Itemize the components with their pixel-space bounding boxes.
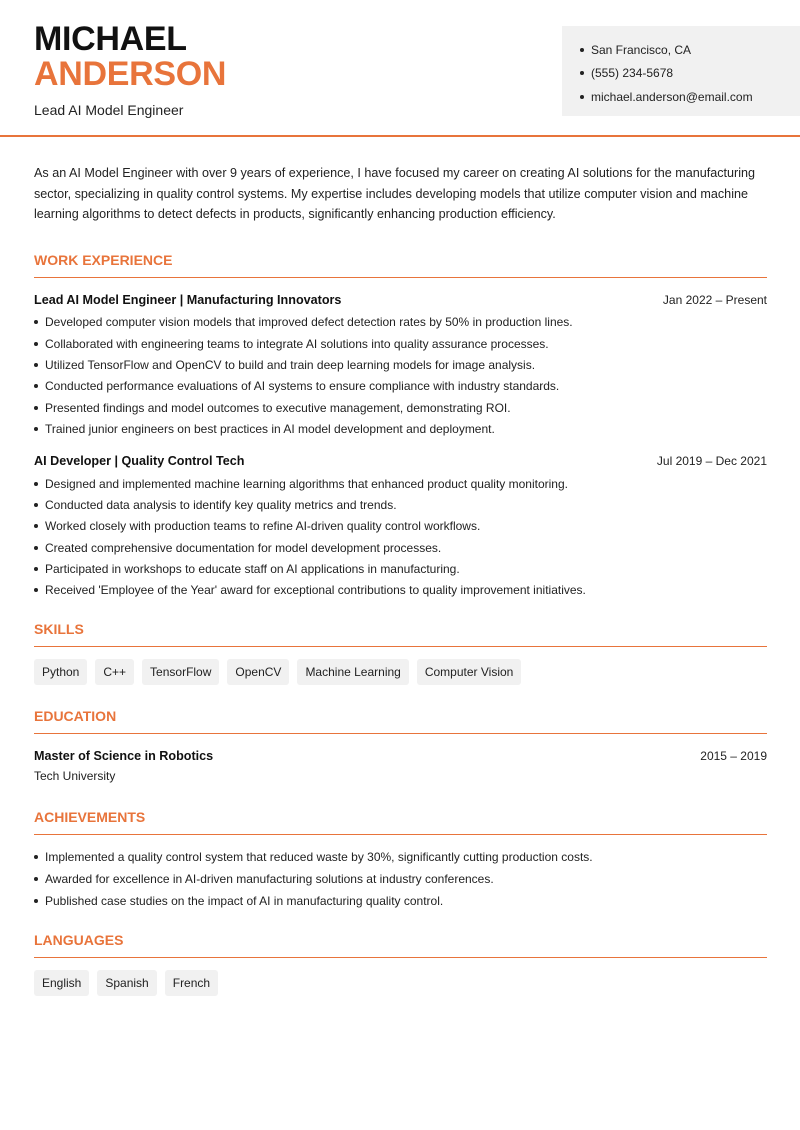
section-title-education: EDUCATION [34,708,117,725]
language-tag: French [165,970,218,996]
skill-tag: C++ [95,659,134,685]
resume-header [0,0,800,137]
list-item-text: Trained junior engineers on best practices in AI model development and deployment. [45,422,495,437]
list-item-text: Awarded for excellence in AI-driven manufacturing solutions at industry conferences. [45,872,494,887]
list-item-text: Developed computer vision models that improved defect detection rates by 50% in production lines. [45,315,573,330]
education-entry [34,749,767,783]
bullet-icon [34,899,38,903]
list-item [34,494,767,515]
list-item-text: Created comprehensive documentation for model development processes. [45,540,442,555]
job-bullets [34,473,767,601]
bullet-icon [34,855,38,859]
section-title-languages: LANGUAGES [34,932,124,949]
list-item [34,333,767,354]
job-role: AI Developer | Quality Control Tech [34,453,245,468]
languages-list [34,970,767,996]
list-item-text: Worked closely with production teams to refine AI-driven quality control workflows. [45,519,481,534]
section-divider [34,733,767,734]
skill-tag: Computer Vision [417,659,522,685]
list-item [34,473,767,494]
bullet-icon [580,48,584,52]
skill-tag: OpenCV [227,659,289,685]
name-block [34,22,226,118]
bullet-icon [34,342,38,346]
bullet-icon [34,427,38,431]
list-item-text: Conducted performance evaluations of AI systems to ensure compliance with industry standards. [45,379,560,394]
list-item-text: Collaborated with engineering teams to integrate AI solutions into quality assurance processes. [45,336,549,351]
job-title: Lead AI Model Engineer [34,102,184,118]
achievements-section [34,809,767,912]
bullet-icon [580,71,584,75]
list-item-text: Implemented a quality control system that reduced waste by 30%, significantly cutting production costs. [45,850,593,865]
list-item [34,580,767,601]
list-item-text: Utilized TensorFlow and OpenCV to build and train deep learning models for image analysis. [45,357,536,372]
bullet-icon [34,363,38,367]
list-item [34,312,767,333]
skill-tag: Machine Learning [297,659,408,685]
section-divider [34,834,767,835]
list-item-text: Received 'Employee of the Year' award for exceptional contributions to quality improvement initiatives. [45,583,586,598]
resume-body [34,163,767,996]
language-tag: Spanish [97,970,156,996]
job-entry [34,293,767,440]
bullet-icon [34,384,38,388]
job-date: Jan 2022 – Present [662,292,767,307]
list-item [34,890,767,912]
skill-tag: TensorFlow [142,659,219,685]
education-degree: Master of Science in Robotics [34,749,214,764]
bullet-icon [34,546,38,550]
education-header [34,749,767,763]
list-item [34,537,767,558]
skills-section [34,621,767,685]
section-title-achievements: ACHIEVEMENTS [34,809,146,826]
language-tag: English [34,970,89,996]
achievements-list [34,846,767,912]
contact-location [580,38,800,62]
contact-phone-text: (555) 234-5678 [591,66,674,81]
list-item [34,516,767,537]
languages-section [34,932,767,996]
job-header [34,293,767,307]
job-bullets [34,312,767,440]
list-item-text: Designed and implemented machine learning algorithms that enhanced product quality monitoring. [45,476,568,491]
list-item-text: Participated in workshops to educate staff on AI applications in manufacturing. [45,562,460,577]
contact-phone [580,62,800,86]
skill-tag: Python [34,659,87,685]
bullet-icon [34,320,38,324]
job-role: Lead AI Model Engineer | Manufacturing Innovators [34,292,342,307]
section-divider [34,957,767,958]
list-item [34,376,767,397]
contact-email [580,85,800,109]
education-section [34,708,767,783]
skills-list [34,659,767,685]
section-divider [34,646,767,647]
list-item [34,558,767,579]
bullet-icon [34,524,38,528]
list-item [34,418,767,439]
list-item [34,846,767,868]
list-item [34,397,767,418]
section-title-work: WORK EXPERIENCE [34,251,173,268]
contact-box [562,26,800,116]
section-divider [34,277,767,278]
summary-paragraph: As an AI Model Engineer with over 9 years of experience, I have focused my career on creating AI solutions for the manufacturing sector, specializing in quality control systems. My expertise includes developing models that utilize computer vision and machine learning algorithms to detect defects in products, significantly enhancing production efficiency. [34,166,756,221]
list-item-text: Published case studies on the impact of AI in manufacturing quality control. [45,894,444,909]
last-name: ANDERSON [34,55,227,93]
contact-location-text: San Francisco, CA [591,42,692,57]
list-item-text: Conducted data analysis to identify key quality metrics and trends. [45,497,397,512]
section-title-skills: SKILLS [34,621,84,638]
bullet-icon [34,482,38,486]
list-item [34,354,767,375]
contact-email-text: michael.anderson@email.com [591,89,753,104]
bullet-icon [34,503,38,507]
bullet-icon [34,588,38,592]
bullet-icon [34,567,38,571]
work-experience-section [34,252,767,602]
bullet-icon [34,877,38,881]
job-entry [34,454,767,601]
job-header [34,454,767,468]
first-name: MICHAEL [34,20,187,58]
list-item [34,868,767,890]
bullet-icon [34,406,38,410]
education-school: Tech University [34,769,116,784]
job-date: Jul 2019 – Dec 2021 [656,453,767,468]
bullet-icon [580,95,584,99]
list-item-text: Presented findings and model outcomes to executive management, demonstrating ROI. [45,400,511,415]
education-years: 2015 – 2019 [700,749,767,764]
